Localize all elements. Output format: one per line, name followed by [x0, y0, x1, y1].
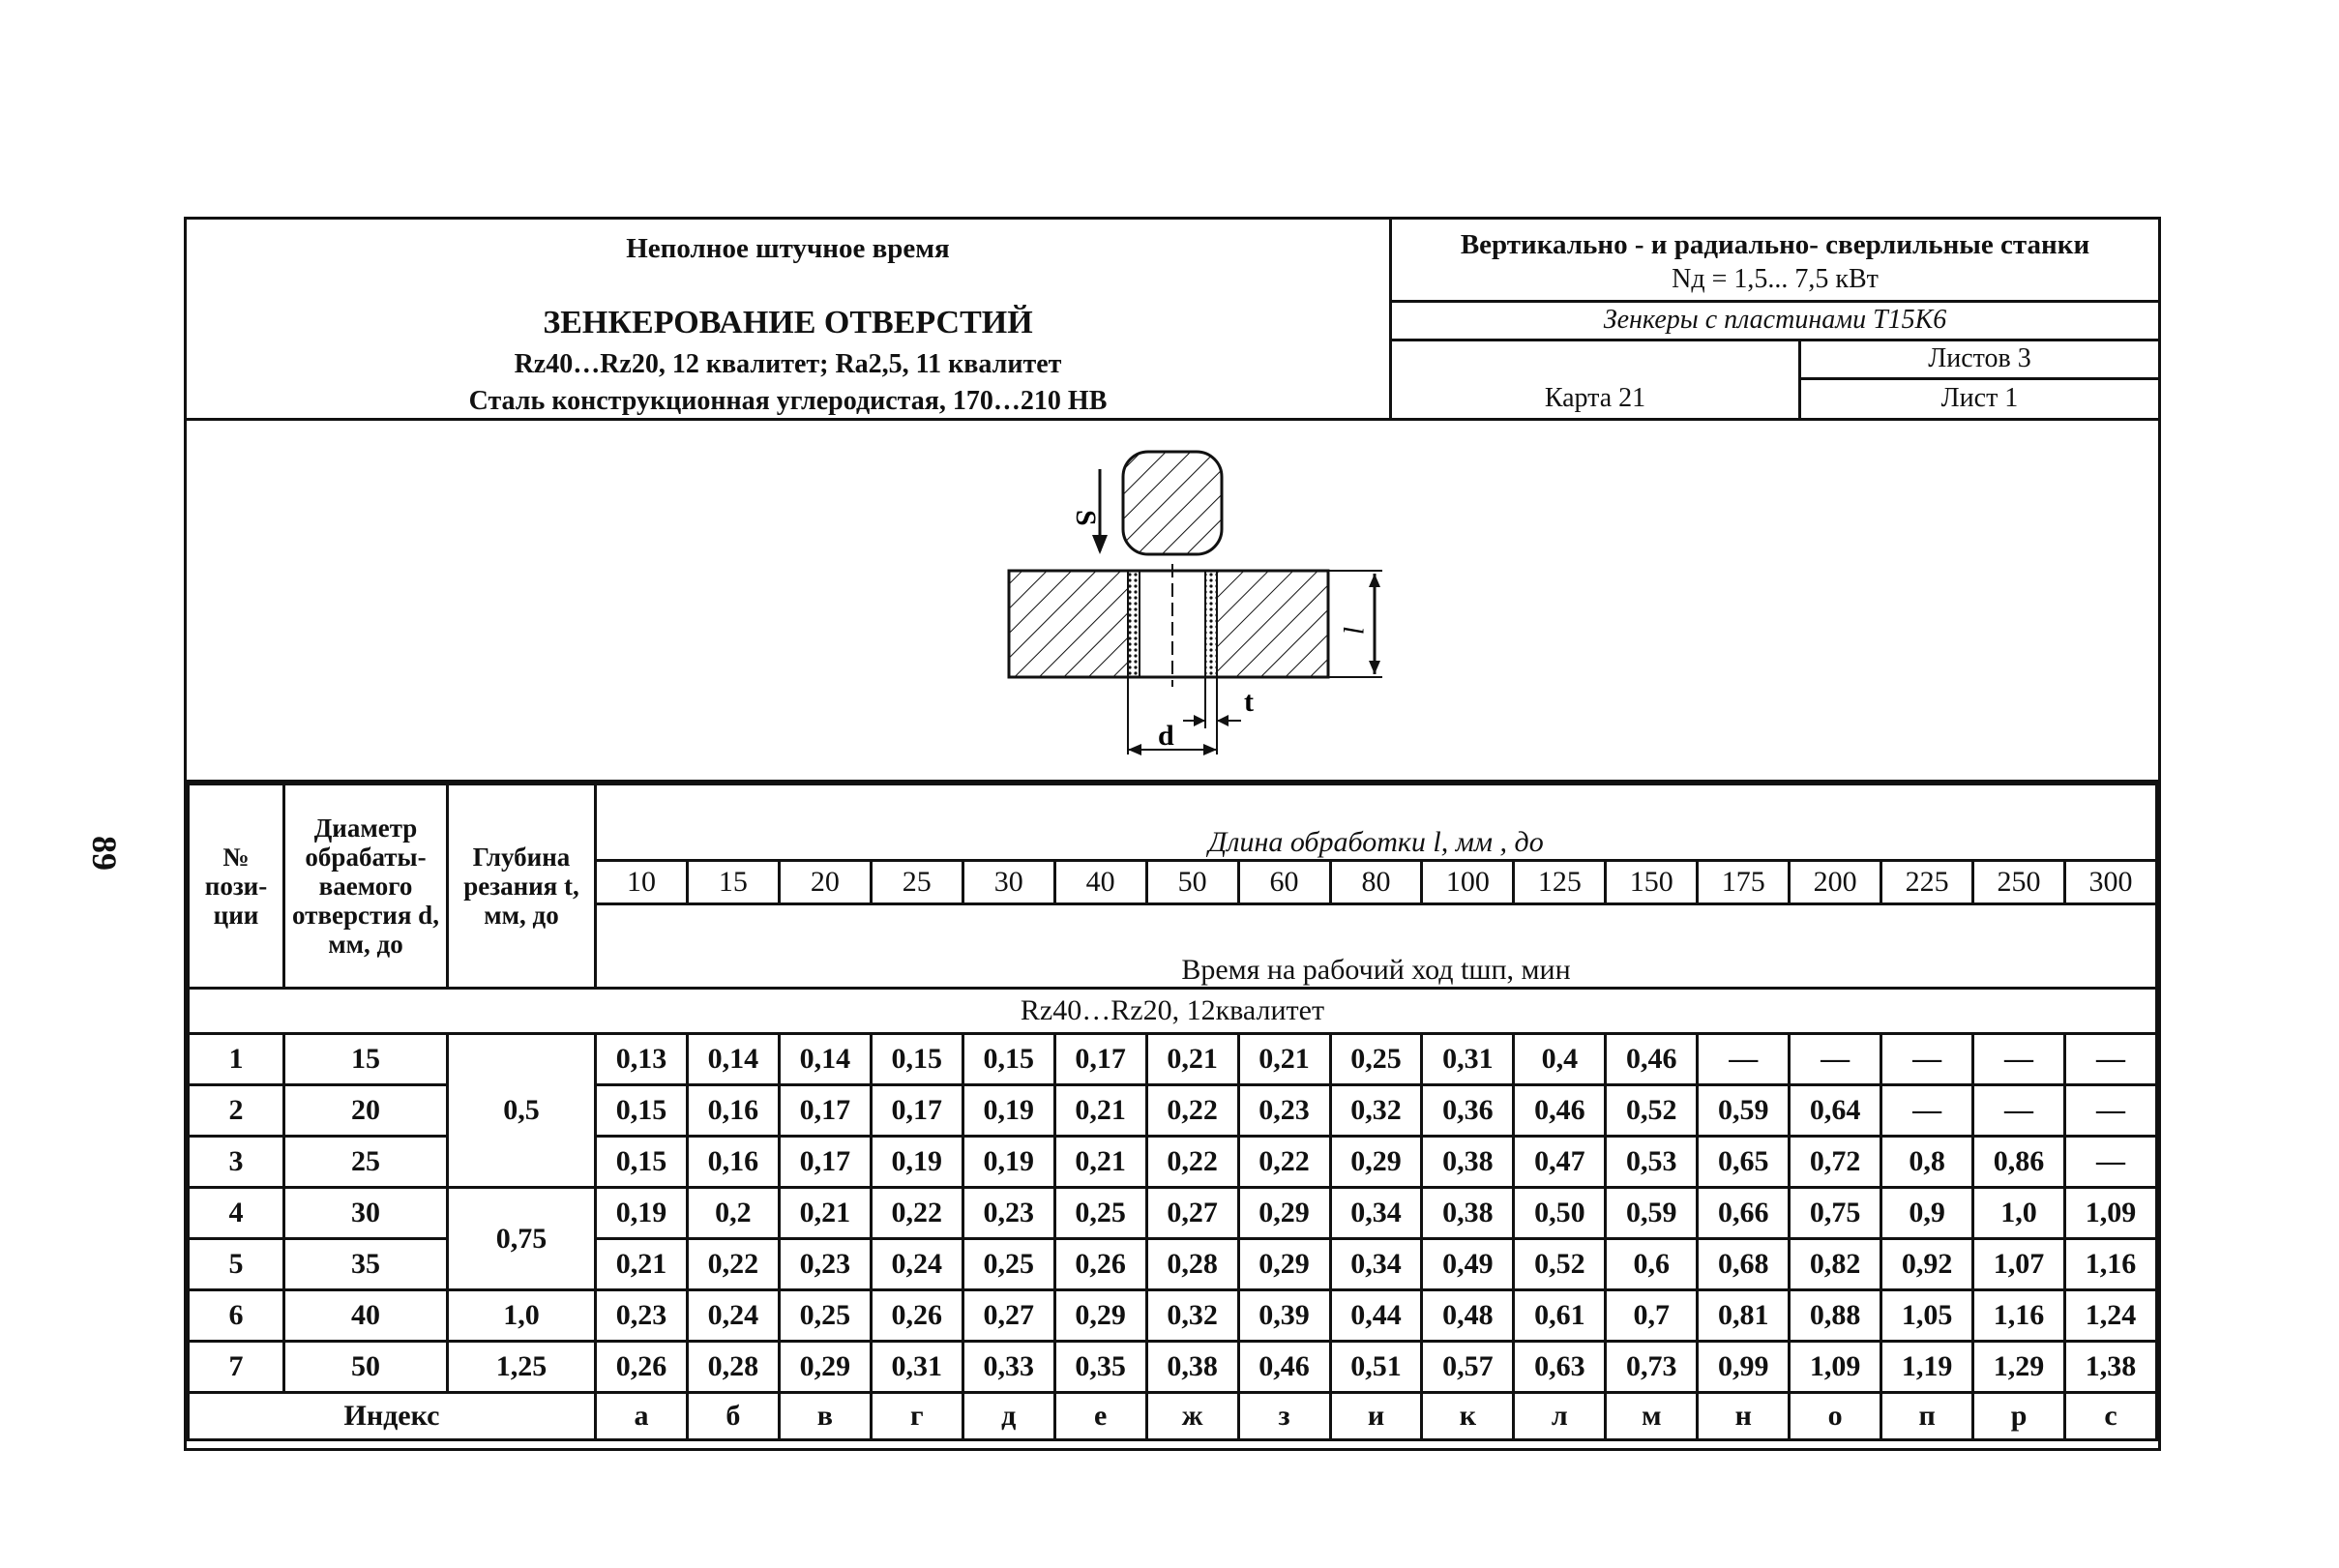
- position-cell: 7: [189, 1342, 284, 1393]
- time-value-cell: 0,9: [1881, 1188, 1973, 1239]
- index-label: Индекс: [189, 1393, 596, 1440]
- time-value-cell: 0,7: [1606, 1290, 1698, 1342]
- time-value-cell: 0,44: [1330, 1290, 1422, 1342]
- subtitle: Неполное штучное время: [626, 233, 950, 264]
- depth-dimension: [1328, 571, 1382, 677]
- length-value: 30: [962, 861, 1054, 904]
- time-value-cell: 0,15: [596, 1085, 688, 1137]
- position-cell: 4: [189, 1188, 284, 1239]
- time-value-cell: 0,21: [1146, 1034, 1238, 1085]
- time-value-cell: 0,17: [1054, 1034, 1146, 1085]
- operation-title: ЗЕНКЕРОВАНИЕ ОТВЕРСТИЙ: [543, 305, 1033, 340]
- time-value-cell: 0,2: [687, 1188, 779, 1239]
- time-value-cell: 0,59: [1698, 1085, 1790, 1137]
- section-header: Rz40…Rz20, 12квалитет: [189, 989, 2157, 1034]
- sheet-number: Лист 1: [1798, 380, 2158, 418]
- time-value-cell: 0,25: [1330, 1034, 1422, 1085]
- depth-cell: 0,5: [448, 1034, 596, 1188]
- time-value-cell: 0,4: [1514, 1034, 1606, 1085]
- time-value-cell: 1,29: [1973, 1342, 2065, 1393]
- position-cell: 1: [189, 1034, 284, 1085]
- time-value-cell: 0,25: [779, 1290, 871, 1342]
- index-letter: м: [1606, 1393, 1698, 1440]
- time-value-cell: 0,47: [1514, 1137, 1606, 1188]
- length-value: 40: [1054, 861, 1146, 904]
- time-value-cell: 0,46: [1238, 1342, 1330, 1393]
- time-value-cell: 0,15: [962, 1034, 1054, 1085]
- time-value-cell: 0,8: [1881, 1137, 1973, 1188]
- diameter-cell: 15: [284, 1034, 448, 1085]
- card-title-block: [187, 220, 1392, 421]
- norm-card: [184, 217, 2161, 1451]
- time-value-cell: 0,50: [1514, 1188, 1606, 1239]
- length-value: 20: [779, 861, 871, 904]
- time-value-cell: 0,57: [1422, 1342, 1514, 1393]
- countersinking-sketch: [187, 421, 2158, 783]
- time-value-cell: 0,29: [779, 1342, 871, 1393]
- time-header: Время на рабочий ход tшп, мин: [596, 904, 2157, 989]
- time-value-cell: 0,36: [1422, 1085, 1514, 1137]
- time-value-cell: 0,63: [1514, 1342, 1606, 1393]
- time-value-cell: 0,35: [1054, 1342, 1146, 1393]
- accuracy-spec: Rz40…Rz20, 12 квалитет; Ra2,5, 11 квалитет: [514, 349, 1062, 379]
- time-value-cell: 0,26: [871, 1290, 962, 1342]
- length-value: 175: [1698, 861, 1790, 904]
- position-cell: 2: [189, 1085, 284, 1137]
- time-value-cell: —: [2065, 1085, 2157, 1137]
- position-cell: 3: [189, 1137, 284, 1188]
- time-norms-table: [187, 783, 2158, 1441]
- time-value-cell: 0,61: [1514, 1290, 1606, 1342]
- time-value-cell: 0,22: [1146, 1085, 1238, 1137]
- index-letter: к: [1422, 1393, 1514, 1440]
- table-row: [189, 1290, 2157, 1342]
- time-value-cell: 0,53: [1606, 1137, 1698, 1188]
- time-value-cell: —: [2065, 1034, 2157, 1085]
- time-value-cell: 0,52: [1606, 1085, 1698, 1137]
- time-value-cell: 0,25: [1054, 1188, 1146, 1239]
- time-value-cell: 0,22: [871, 1188, 962, 1239]
- index-letter: е: [1054, 1393, 1146, 1440]
- length-value: 225: [1881, 861, 1973, 904]
- index-letter: о: [1790, 1393, 1881, 1440]
- time-value-cell: 0,23: [1238, 1085, 1330, 1137]
- time-value-cell: 1,09: [2065, 1188, 2157, 1239]
- time-value-cell: 0,73: [1606, 1342, 1698, 1393]
- time-value-cell: 0,38: [1422, 1137, 1514, 1188]
- time-value-cell: 0,26: [1054, 1239, 1146, 1290]
- time-value-cell: 0,13: [596, 1034, 688, 1085]
- time-value-cell: 0,49: [1422, 1239, 1514, 1290]
- length-value: 125: [1514, 861, 1606, 904]
- time-value-cell: 0,21: [1238, 1034, 1330, 1085]
- time-value-cell: 0,34: [1330, 1188, 1422, 1239]
- card-info-block: [1392, 220, 2158, 421]
- time-value-cell: 1,16: [1973, 1290, 2065, 1342]
- depth-cell: 0,75: [448, 1188, 596, 1290]
- length-value: 200: [1790, 861, 1881, 904]
- time-value-cell: —: [1698, 1034, 1790, 1085]
- time-value-cell: 0,31: [871, 1342, 962, 1393]
- machine-power: Nд = 1,5... 7,5 кВт: [1672, 264, 1879, 294]
- time-value-cell: 0,23: [962, 1188, 1054, 1239]
- time-value-cell: 1,19: [1881, 1342, 1973, 1393]
- time-value-cell: 0,31: [1422, 1034, 1514, 1085]
- index-letter: р: [1973, 1393, 2065, 1440]
- time-value-cell: 0,86: [1973, 1137, 2065, 1188]
- depth-cell: 1,0: [448, 1290, 596, 1342]
- time-value-cell: 0,46: [1514, 1085, 1606, 1137]
- index-letter: л: [1514, 1393, 1606, 1440]
- time-value-cell: 0,27: [1146, 1188, 1238, 1239]
- time-value-cell: —: [2065, 1137, 2157, 1188]
- time-value-cell: 0,38: [1422, 1188, 1514, 1239]
- time-value-cell: 1,09: [1790, 1342, 1881, 1393]
- time-value-cell: 0,29: [1054, 1290, 1146, 1342]
- time-value-cell: 0,99: [1698, 1342, 1790, 1393]
- time-value-cell: 0,66: [1698, 1188, 1790, 1239]
- time-value-cell: 0,29: [1238, 1239, 1330, 1290]
- index-letter: в: [779, 1393, 871, 1440]
- time-value-cell: 0,51: [1330, 1342, 1422, 1393]
- time-value-cell: 0,25: [962, 1239, 1054, 1290]
- index-letter: и: [1330, 1393, 1422, 1440]
- time-value-cell: 0,15: [871, 1034, 962, 1085]
- diameter-cell: 20: [284, 1085, 448, 1137]
- time-value-cell: 0,38: [1146, 1342, 1238, 1393]
- length-value: 25: [871, 861, 962, 904]
- time-value-cell: 0,28: [687, 1342, 779, 1393]
- table-row: [189, 1034, 2157, 1085]
- cut-depth-label: t: [1244, 686, 1254, 718]
- time-value-cell: —: [1973, 1085, 2065, 1137]
- length-header: Длина обработки l, мм , до: [596, 784, 2157, 861]
- index-letter: с: [2065, 1393, 2157, 1440]
- time-value-cell: 0,22: [1146, 1137, 1238, 1188]
- time-value-cell: 0,15: [596, 1137, 688, 1188]
- position-cell: 6: [189, 1290, 284, 1342]
- diameter-dimension: [1128, 677, 1254, 755]
- time-value-cell: 0,22: [1238, 1137, 1330, 1188]
- time-value-cell: 0,14: [687, 1034, 779, 1085]
- time-value-cell: 0,33: [962, 1342, 1054, 1393]
- index-letter: з: [1238, 1393, 1330, 1440]
- time-value-cell: 0,68: [1698, 1239, 1790, 1290]
- time-value-cell: 0,27: [962, 1290, 1054, 1342]
- length-value: 80: [1330, 861, 1422, 904]
- sketch-drawing: [187, 421, 2158, 779]
- time-value-cell: 0,64: [1790, 1085, 1881, 1137]
- time-value-cell: 0,17: [779, 1085, 871, 1137]
- depth-label: l: [1337, 626, 1369, 635]
- length-value: 60: [1238, 861, 1330, 904]
- time-value-cell: 1,16: [2065, 1239, 2157, 1290]
- time-value-cell: 0,34: [1330, 1239, 1422, 1290]
- time-value-cell: 0,21: [779, 1188, 871, 1239]
- col-diameter-header: Диаметр обрабаты-ваемого отверстия d, мм, до: [284, 784, 448, 989]
- time-value-cell: 0,24: [687, 1290, 779, 1342]
- index-letter: д: [962, 1393, 1054, 1440]
- machine-type: Вертикально - и радиально- сверлильные станки: [1460, 229, 2090, 260]
- length-value: 250: [1973, 861, 2065, 904]
- time-value-cell: 0,88: [1790, 1290, 1881, 1342]
- index-letter: п: [1881, 1393, 1973, 1440]
- time-value-cell: 0,17: [871, 1085, 962, 1137]
- time-value-cell: 0,72: [1790, 1137, 1881, 1188]
- time-value-cell: 0,21: [1054, 1085, 1146, 1137]
- time-value-cell: 0,22: [687, 1239, 779, 1290]
- length-value: 150: [1606, 861, 1698, 904]
- machine-cell: [1392, 220, 2158, 303]
- time-value-cell: 0,23: [779, 1239, 871, 1290]
- time-value-cell: 0,21: [596, 1239, 688, 1290]
- time-value-cell: —: [1973, 1034, 2065, 1085]
- diameter-cell: 40: [284, 1290, 448, 1342]
- index-letter: ж: [1146, 1393, 1238, 1440]
- card-number: Карта 21: [1544, 383, 1646, 413]
- diameter-cell: 30: [284, 1188, 448, 1239]
- time-value-cell: 0,81: [1698, 1290, 1790, 1342]
- table-row: [189, 1342, 2157, 1393]
- table-row: [189, 1188, 2157, 1239]
- length-value: 15: [687, 861, 779, 904]
- time-value-cell: 0,82: [1790, 1239, 1881, 1290]
- time-value-cell: 1,05: [1881, 1290, 1973, 1342]
- time-value-cell: 0,14: [779, 1034, 871, 1085]
- time-value-cell: 0,29: [1330, 1137, 1422, 1188]
- col-depth-header: Глубина резания t, мм, до: [448, 784, 596, 989]
- time-value-cell: 0,16: [687, 1137, 779, 1188]
- time-value-cell: 0,48: [1422, 1290, 1514, 1342]
- time-value-cell: 0,19: [962, 1085, 1054, 1137]
- length-value: 50: [1146, 861, 1238, 904]
- time-value-cell: 0,28: [1146, 1239, 1238, 1290]
- time-value-cell: 0,32: [1146, 1290, 1238, 1342]
- time-value-cell: 0,29: [1238, 1188, 1330, 1239]
- page-number: 89: [85, 836, 124, 871]
- sheets-total: Листов 3: [1798, 341, 2158, 380]
- index-letter: г: [871, 1393, 962, 1440]
- time-value-cell: —: [1881, 1085, 1973, 1137]
- length-value: 10: [596, 861, 688, 904]
- time-value-cell: 0,32: [1330, 1085, 1422, 1137]
- workpiece: [1009, 564, 1328, 687]
- length-value: 300: [2065, 861, 2157, 904]
- time-value-cell: 0,19: [871, 1137, 962, 1188]
- index-letter: б: [687, 1393, 779, 1440]
- depth-cell: 1,25: [448, 1342, 596, 1393]
- diameter-cell: 35: [284, 1239, 448, 1290]
- countersink-tool: [1123, 452, 1222, 554]
- time-value-cell: 1,07: [1973, 1239, 2065, 1290]
- index-letter: а: [596, 1393, 688, 1440]
- time-value-cell: 0,39: [1238, 1290, 1330, 1342]
- time-value-cell: 1,24: [2065, 1290, 2157, 1342]
- diameter-cell: 25: [284, 1137, 448, 1188]
- length-value: 100: [1422, 861, 1514, 904]
- time-value-cell: 0,19: [962, 1137, 1054, 1188]
- feed-arrow: [1070, 469, 1108, 554]
- time-value-cell: 0,46: [1606, 1034, 1698, 1085]
- diameter-label: d: [1158, 720, 1174, 752]
- time-value-cell: 0,26: [596, 1342, 688, 1393]
- time-value-cell: —: [1881, 1034, 1973, 1085]
- time-value-cell: 0,17: [779, 1137, 871, 1188]
- time-value-cell: —: [1790, 1034, 1881, 1085]
- time-value-cell: 0,6: [1606, 1239, 1698, 1290]
- time-value-cell: 1,38: [2065, 1342, 2157, 1393]
- material-spec: Сталь конструкционная углеродистая, 170…210 HB: [468, 386, 1108, 416]
- diameter-cell: 50: [284, 1342, 448, 1393]
- time-value-cell: 0,52: [1514, 1239, 1606, 1290]
- time-value-cell: 0,75: [1790, 1188, 1881, 1239]
- time-value-cell: 0,65: [1698, 1137, 1790, 1188]
- time-value-cell: 0,59: [1606, 1188, 1698, 1239]
- position-cell: 5: [189, 1239, 284, 1290]
- time-value-cell: 1,0: [1973, 1188, 2065, 1239]
- col-position-header: № пози-ции: [189, 784, 284, 989]
- time-value-cell: 0,21: [1054, 1137, 1146, 1188]
- time-value-cell: 0,92: [1881, 1239, 1973, 1290]
- time-value-cell: 0,16: [687, 1085, 779, 1137]
- feed-label: S: [1070, 510, 1102, 526]
- time-value-cell: 0,24: [871, 1239, 962, 1290]
- index-letter: н: [1698, 1393, 1790, 1440]
- tool-cell: Зенкеры с пластинами Т15К6: [1392, 303, 2158, 341]
- time-value-cell: 0,19: [596, 1188, 688, 1239]
- time-value-cell: 0,23: [596, 1290, 688, 1342]
